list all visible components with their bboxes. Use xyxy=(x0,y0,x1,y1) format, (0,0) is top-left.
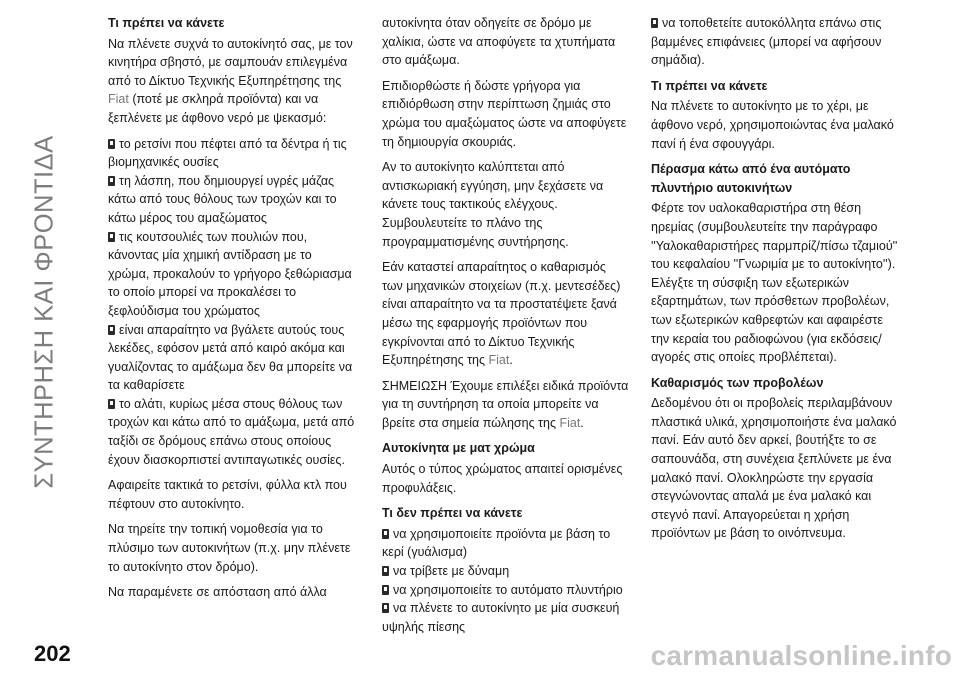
bullet-item: είναι απαραίτητο να βγάλετε αυτούς τους λεκέδες, εφόσον μετά από καιρό ακόμα και γυαλίζοντας το αμάξωμα δεν θα μπορείτε να τα καθαρίσετε xyxy=(108,322,353,393)
chapter-title-text: ΣΥΝΤΗΡΗΣΗ ΚΑΙ ΦΡΟΝΤΙΔΑ xyxy=(30,135,59,489)
bullet-icon xyxy=(108,232,115,242)
bullet-icon xyxy=(108,176,115,186)
bullet-item: να χρησιμοποιείτε προϊόντα με βάση το κερί (γυάλισμα) xyxy=(382,526,611,560)
paragraph: Αυτός ο τύπος χρώματος απαιτεί ορισμένες προφυλάξεις. xyxy=(382,462,623,495)
bullet-icon xyxy=(382,566,389,576)
paragraph: Επιδιορθώστε ή δώστε γρήγορα για επιδιόρθωση στην περίπτωση ζημιάς στο χρώμα του αμαξώματος ώστε να αποφύγετε τη δημιουργία σκουριάς. xyxy=(382,78,627,149)
bullet-icon xyxy=(382,529,389,539)
section-heading-what-to-do: Τι πρέπει να κάνετε xyxy=(651,78,768,93)
paragraph: αυτοκίνητα όταν οδηγείτε σε δρόμο με χαλίκια, ώστε να αποφύγετε τα χτυπήματα στο αμάξωμα. xyxy=(382,16,616,68)
bullet-icon xyxy=(651,18,658,28)
brand-fiat: Fiat xyxy=(488,353,510,368)
column-3 xyxy=(651,14,899,550)
brand-fiat: Fiat xyxy=(559,415,581,430)
paragraph: Εάν καταστεί απαραίτητος ο καθαρισμός των μηχανικών στοιχείων (π.χ. μεντεσέδες) είναι απαραίτητο να τα προστατέψετε ξανά μέσω της εφαρμογής προϊόντων που εγκρίνονται από το Δίκτυο Τεχνικής Εξυπηρέτησης της Fiat. xyxy=(382,260,621,368)
bullet-icon xyxy=(108,139,115,149)
brand-fiat: Fiat xyxy=(108,92,129,107)
column-1 xyxy=(108,14,356,609)
bullet-icon xyxy=(382,603,389,613)
section-heading-car-wash: Πέρασμα κάτω από ένα αυτόματο πλυντήριο αυτοκινήτων xyxy=(651,162,851,195)
paragraph-wash-intro: Να πλένετε συχνά το αυτοκίνητό σας, με τον κινητήρα σβηστό, με σαμπουάν επιλεγμένα από το Δίκτυο Τεχνικής Εξυπηρέτησης της Fiat (ποτέ με σκληρά προϊόντα) και να ξεπλένετε με άφθονο νερό με ψεκασμό: xyxy=(108,36,353,125)
paragraph: Να πλένετε το αυτοκίνητο με το χέρι, με άφθονο νερό, χρησιμοποιώντας ένα μαλακό πανί ή ένα σφουγγάρι. xyxy=(651,99,894,151)
page-number: 202 xyxy=(34,641,71,666)
bullet-item: τις κουτσουλιές των πουλιών που, κάνοντας μία χημική αντίδραση με το χρώμα, προκαλούν το γρήγορο ξεθώριασμα το οποίο μπορεί να προκαλέσει το ξεφλούδισμα του χρώματος xyxy=(108,229,352,318)
bullet-icon xyxy=(108,325,115,335)
bullet-item: να τρίβετε με δύναμη xyxy=(382,562,630,581)
bullet-item: να τοποθετείτε αυτοκόλλητα επάνω στις βαμμένες επιφάνειες (μπορεί να αφήσουν σημάδια). xyxy=(651,16,882,68)
bullet-item: τη λάσπη, που δημιουργεί υγρές μάζας κάτω από τους θόλους των τροχών και το κάτω μέρος του αμαξώματος xyxy=(108,173,337,225)
section-heading-headlight-cleaning: Καθαρισμός των προβολέων xyxy=(651,375,824,390)
bullet-item: το αλάτι, κυρίως μέσα στους θόλους των τροχών και κάτω από το αμάξωμα, μετά από ταξίδι σε δρόμους επάνω στους οποίους έχουν διασκορπιστεί αντιπαγωτικές ουσίες. xyxy=(108,396,355,467)
column-2 xyxy=(382,14,630,636)
paragraph: Να παραμένετε σε απόσταση από άλλα xyxy=(108,585,327,600)
section-heading-what-to-do: Τι πρέπει να κάνετε xyxy=(108,16,225,30)
section-heading-matte-paint: Αυτοκίνητα με ματ χρώμα xyxy=(382,441,535,456)
bullet-item: να χρησιμοποιείτε το αυτόματο πλυντήριο xyxy=(382,581,630,600)
paragraph: Φέρτε τον υαλοκαθαριστήρα στη θέση ηρεμίας (συμβουλευτείτε την παράγραφο ''Υαλοκαθαριστήρες παρμπρίζ/πίσω τζαμιού'' του κεφαλαίου ''Γνωριμία με το αυτοκίνητο''). Ελέγξτε τη σύσφιξη των εξωτερικών εξαρτημάτων, των πρόσθετων προβολέων, των εξωτερικών καθρεφτών και αφαιρέστε την κεραία του ραδιοφώνου (για εκδόσεις/αγορές στις οποίες προβλέπεται). xyxy=(651,201,898,365)
section-heading-what-not-to-do: Τι δεν πρέπει να κάνετε xyxy=(382,506,523,521)
bullet-item: να πλένετε το αυτοκίνητο με μία συσκευή υψηλής πίεσης xyxy=(382,601,620,634)
watermark: carmanualsonline.info xyxy=(650,640,952,671)
paragraph: Να τηρείτε την τοπική νομοθεσία για το πλύσιμο των αυτοκινήτων (π.χ. μην πλένετε το αυτοκίνητο στον δρόμο). xyxy=(108,522,351,574)
paragraph: Αν το αυτοκίνητο καλύπτεται από αντισκωριακή εγγύηση, μην ξεχάσετε να κάνετε τους τακτικούς ελέγχους. Συμβουλευτείτε το πλάνο της προγραμματισμένης συντήρησης. xyxy=(382,160,604,249)
bullet-icon xyxy=(382,585,389,595)
note-paragraph: ΣΗΜΕΙΩΣΗ Έχουμε επιλέξει ειδικά προϊόντα για τη συντήρηση τα οποία μπορείτε να βρείτε στα σημεία πώλησης της Fiat. xyxy=(382,378,629,430)
paragraph: Δεδομένου ότι οι προβολείς περιλαμβάνουν πλαστικά υλικά, χρησιμοποιήστε ένα μαλακό πανί. Εάν αυτό δεν αρκεί, βουτήξτε το σε σαπουνάδα, στη συνέχεια ξεπλύνετε με ένα μαλακό πανί. Ολοκληρώστε την εργασία στεγνώνοντας απαλά με ένα μαλακό και στεγνό πανί. Απαγορεύεται η χρήση προϊόντων με βάση το οινόπνευμα. xyxy=(651,396,897,541)
chapter-side-tab xyxy=(0,0,92,678)
bullet-icon xyxy=(108,399,115,409)
bullet-item: το ρετσίνι που πέφτει από τα δέντρα ή τις βιομηχανικές ουσίες xyxy=(108,136,347,170)
paragraph: Αφαιρείτε τακτικά το ρετσίνι, φύλλα κτλ που πέφτουν στο αυτοκίνητο. xyxy=(108,478,347,511)
